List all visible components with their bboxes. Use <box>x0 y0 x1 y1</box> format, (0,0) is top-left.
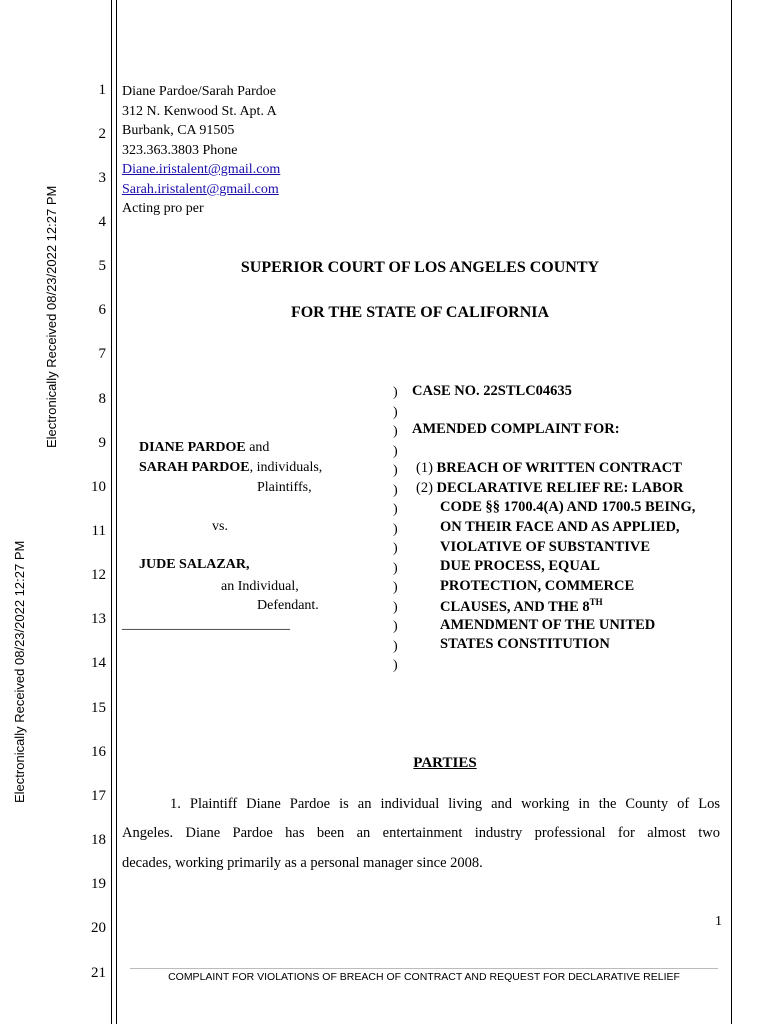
paren: ) <box>393 619 398 634</box>
claim-2-line-amendment <box>440 597 603 616</box>
court-name: SUPERIOR COURT OF LOS ANGELES COUNTY <box>240 259 600 276</box>
paren: ) <box>393 482 398 498</box>
plaintiff-2 <box>139 460 322 476</box>
versus: vs. <box>212 519 228 534</box>
paren: ) <box>393 404 398 420</box>
paren: ) <box>393 580 398 595</box>
line-number: 7 <box>98 346 106 362</box>
paren: ) <box>393 463 398 478</box>
parties-heading: PARTIES <box>413 755 477 771</box>
claim-2-line: STATES CONSTITUTION <box>440 636 610 652</box>
complaint-for: AMENDED COMPLAINT FOR: <box>412 421 620 437</box>
claim-2-line: PROTECTION, COMMERCE <box>440 578 635 594</box>
line-number: 6 <box>98 302 106 318</box>
defendant-label: Defendant. <box>257 598 319 613</box>
street-address: 312 N. Kenwood St. Apt. A <box>122 103 277 119</box>
line-number: 16 <box>91 744 106 760</box>
paragraph-1 <box>122 790 720 878</box>
claim-2 <box>416 480 684 497</box>
received-stamp-left: Electronically Received 08/23/2022 12:27 PM <box>12 540 27 803</box>
line-number: 2 <box>98 126 106 142</box>
line-number: 5 <box>98 258 106 274</box>
line-number: 9 <box>98 435 106 451</box>
case-number: CASE NO. 22STLC04635 <box>412 383 572 399</box>
caption-rule: ________________________ <box>122 617 290 632</box>
page-number: 1 <box>715 914 722 929</box>
paren: ) <box>393 541 398 556</box>
party-names: Diane Pardoe/Sarah Pardoe <box>122 84 276 99</box>
email-link-sarah[interactable]: Sarah.iristalent@gmail.com <box>122 181 279 197</box>
party-contact-block <box>122 82 280 219</box>
claim-1-text: BREACH OF WRITTEN CONTRACT <box>436 460 682 476</box>
line-number: 8 <box>98 391 106 407</box>
line-number: 19 <box>91 876 106 892</box>
email-link-diane[interactable]: Diane.iristalent@gmail.com <box>122 162 281 177</box>
paragraph-1-line: Angeles. Diane Pardoe has been an entertainment industry professional for almost two <box>122 825 720 842</box>
paren: ) <box>393 638 398 654</box>
line-number: 20 <box>91 920 106 936</box>
claim-2-line: VIOLATIVE OF SUBSTANTIVE <box>440 539 651 555</box>
line-number: 1 <box>98 82 106 98</box>
received-stamp-top: Electronically Received 08/23/2022 12:27 PM <box>44 185 59 448</box>
city-state-zip: Burbank, CA 91505 <box>122 123 235 138</box>
line-number: 15 <box>91 700 106 716</box>
line-number: 11 <box>91 523 106 539</box>
plaintiff-1-name: DIANE PARDOE <box>139 440 246 455</box>
claim-2-line: ON THEIR FACE AND AS APPLIED, <box>440 519 680 535</box>
claim-1-number: (1) <box>416 460 437 476</box>
defendant-description: an Individual, <box>221 579 299 594</box>
line-number: 14 <box>91 655 106 671</box>
left-margin-rule-2 <box>116 0 117 1024</box>
line-number: 3 <box>98 170 106 186</box>
line-number: 4 <box>98 214 106 230</box>
claim-2-line: CLAUSES, AND THE 8 <box>440 598 590 615</box>
paragraph-1-line: 1. Plaintiff Diane Pardoe is an individual living and working in the County of Los <box>170 796 720 812</box>
line-number: 17 <box>91 788 106 804</box>
plaintiff-1 <box>139 440 269 456</box>
paren: ) <box>393 424 398 439</box>
line-number: 12 <box>91 567 106 583</box>
phone-number: 323.363.3803 Phone <box>122 142 238 158</box>
claim-2-line: CODE §§ 1700.4(A) AND 1700.5 BEING, <box>440 499 696 515</box>
superscript-th: TH <box>589 597 603 607</box>
right-margin-rule <box>731 0 732 1024</box>
claim-1 <box>416 460 682 477</box>
document-footer: COMPLAINT FOR VIOLATIONS OF BREACH OF CONTRACT AND REQUEST FOR DECLARATIVE RELIEF <box>130 968 718 983</box>
plaintiff-2-name: SARAH PARDOE <box>139 460 250 475</box>
line-number: 18 <box>91 832 106 848</box>
plaintiff-2-suffix: , individuals, <box>249 460 323 475</box>
paren: ) <box>393 521 398 537</box>
court-state: FOR THE STATE OF CALIFORNIA <box>290 304 550 321</box>
paren: ) <box>393 443 398 459</box>
left-margin-rule-1 <box>111 0 112 1024</box>
paren: ) <box>393 599 398 615</box>
paren: ) <box>393 385 398 400</box>
line-number: 10 <box>91 479 106 495</box>
defendant-name: JUDE SALAZAR, <box>139 557 250 572</box>
claim-2-line: DECLARATIVE RELIEF RE: LABOR <box>436 480 684 496</box>
paren: ) <box>393 658 398 673</box>
pro-per-status: Acting pro per <box>122 201 204 216</box>
paragraph-1-line: decades, working primarily as a personal manager since 2008. <box>122 854 483 871</box>
claim-2-line: AMENDMENT OF THE UNITED <box>440 617 656 633</box>
claim-2-line: DUE PROCESS, EQUAL <box>440 558 600 574</box>
paren: ) <box>393 502 398 517</box>
paren: ) <box>393 560 398 576</box>
caption-parentheses <box>393 383 398 676</box>
plaintiffs-label: Plaintiffs, <box>257 480 312 495</box>
line-number: 21 <box>91 965 106 981</box>
line-number: 13 <box>91 611 106 627</box>
plaintiff-1-suffix: and <box>245 440 270 455</box>
claim-2-number: (2) <box>416 480 437 496</box>
